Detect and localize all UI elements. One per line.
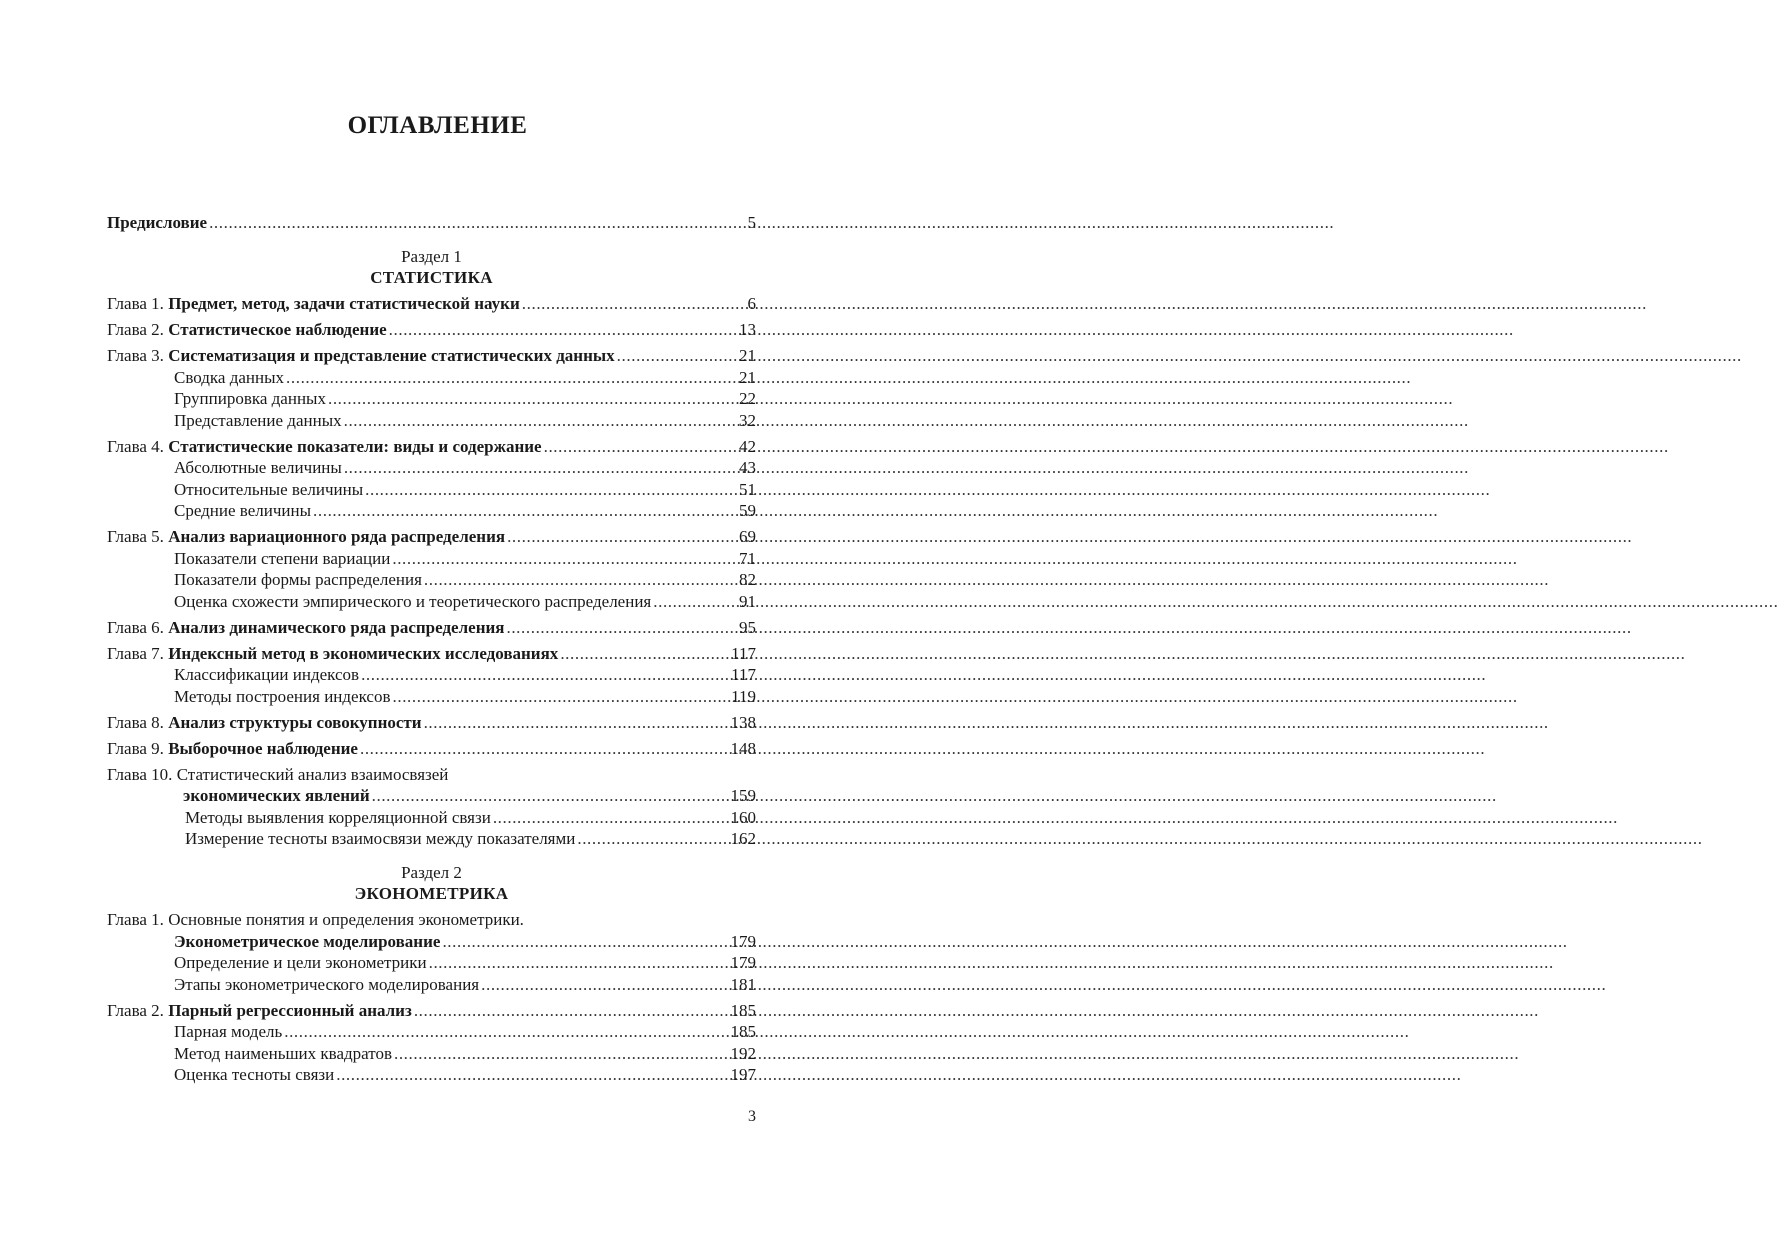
subsection-title: Классификации индексов [174,665,360,684]
leader-dots [392,548,737,570]
subsection-title: Относительные величины [174,479,364,499]
section-name: СТАТИСТИКА [370,268,493,287]
chapter-prefix: Глава 1. [107,910,164,929]
toc-chapter-line1[interactable] [107,764,756,786]
chapter-page: 185 [730,1000,756,1020]
leader-dots [209,212,745,234]
toc-entry-title: Предисловие [107,213,208,232]
leader-dots [372,785,729,807]
chapter-page: 6 [747,294,756,313]
subsection-page: 32 [739,410,756,430]
subsection-title: Группировка данных [174,389,326,408]
subsection-title: Показатели формы распределения [174,570,422,589]
section-name: ЭКОНОМЕТРИКА [354,884,509,903]
subsection-page: 71 [739,548,756,568]
chapter-prefix: Глава 8. [107,712,164,732]
leader-dots [429,952,729,974]
toc-subsection[interactable] [107,664,756,686]
section-label: Раздел 2 [401,862,462,882]
subsection-title: Оценка схожести эмпирического и теоретического распределения [174,591,652,611]
subsection-title: Методы построения индексов [174,686,391,706]
toc-chapter[interactable] [107,526,756,548]
chapter-title: Индексный метод в экономических исследованиях [168,643,559,663]
chapter-title: Систематизация и представление статистических данных [168,346,615,365]
toc-subsection[interactable] [107,828,756,850]
toc-chapter-line1[interactable] [107,909,756,931]
subsection-page: 119 [731,686,756,706]
leader-dots [560,643,729,665]
chapter-prefix: Глава 5. [107,527,164,546]
leader-dots [617,345,737,367]
leader-dots [493,807,729,829]
chapter-title: Анализ динамического ряда распределения [168,617,505,637]
chapter-title: Парный регрессионный анализ [168,1000,412,1020]
toc-subsection[interactable] [107,569,756,591]
toc-chapter[interactable] [107,617,756,639]
subsection-page: 82 [739,570,756,589]
toc-subsection[interactable] [107,410,756,432]
subsection-page: 51 [739,479,756,499]
chapter-page: 117 [731,643,756,663]
leader-dots [389,319,737,341]
chapter-title: Статистическое наблюдение [168,320,387,339]
toc-chapter-line2[interactable] [107,785,756,807]
toc-chapter[interactable] [107,293,756,315]
toc-subsection[interactable] [107,1064,756,1086]
leader-dots [577,828,728,850]
chapter-page: 21 [739,346,756,365]
chapter-page: 148 [730,738,756,758]
leader-dots [424,569,737,591]
toc-subsection[interactable] [107,591,756,613]
subsection-title: Сводка данных [174,367,285,387]
leader-dots [361,664,729,686]
section-label: Раздел 1 [401,246,462,266]
chapter-page: 42 [739,436,756,456]
page-number: 3 [748,1108,756,1125]
toc-subsection[interactable] [107,548,756,570]
subsection-title: Определение и цели эконометрики [174,953,427,972]
chapter-prefix: Глава 7. [107,643,164,663]
toc-subsection[interactable] [107,807,756,829]
leader-dots [414,1000,729,1022]
subsection-page: 179 [730,953,756,972]
leader-dots [506,617,737,639]
chapter-prefix: Глава 9. [107,738,164,758]
subsection-title: Абсолютные величины [174,458,342,477]
chapter-page: 159 [730,786,756,805]
subsection-title: Оценка тесноты связи [174,1065,335,1084]
leader-dots [344,457,737,479]
chapter-title-cont: экономических явлений [183,786,370,805]
subsection-page: 181 [730,974,756,994]
chapter-prefix: Глава 1. [107,294,164,313]
leader-dots [653,591,737,613]
leader-dots [336,1064,728,1086]
leader-dots [328,388,737,410]
chapter-prefix: Глава 4. [107,436,164,456]
chapter-title-cont: Эконометрическое моделирование [174,931,441,951]
chapter-title: Основные понятия и определения эконометрики. [168,910,524,929]
toc-chapter[interactable] [107,1000,756,1022]
subsection-title: Этапы эконометрического моделирования [174,974,480,994]
toc-chapter[interactable] [107,712,756,734]
subsection-title: Методы выявления корреляционной связи [185,807,491,827]
toc-entry-page: 5 [747,213,756,232]
subsection-page: 162 [730,829,756,848]
toc-entry-preface[interactable] [107,212,756,234]
subsection-title: Измерение тесноты взаимосвязи между показателями [185,829,576,848]
chapter-page: 179 [730,931,756,951]
toc-subsection[interactable] [107,686,756,708]
subsection-page: 185 [730,1022,756,1041]
leader-dots [284,1021,728,1043]
toc-subsection[interactable] [107,367,756,389]
subsection-page: 160 [730,807,756,827]
subsection-page: 21 [739,367,756,387]
subsection-page: 197 [730,1065,756,1084]
toc-chapter[interactable] [107,738,756,760]
toc-subsection[interactable] [107,457,756,479]
toc-subsection[interactable] [107,974,756,996]
leader-dots [522,293,746,315]
leader-dots [365,479,737,501]
subsection-page: 43 [739,458,756,477]
subsection-page: 59 [739,501,756,520]
subsection-title: Парная модель [174,1022,283,1041]
toc-subsection[interactable] [107,388,756,410]
chapter-title: Статистический анализ взаимосвязей [176,764,449,784]
subsection-title: Метод наименьших квадратов [174,1043,392,1063]
leader-dots [442,931,728,953]
subsection-page: 192 [730,1043,756,1063]
leader-dots [313,500,737,522]
leader-dots [286,367,737,389]
toc-subsection[interactable] [107,500,756,522]
subsection-page: 117 [731,665,756,684]
subsection-page: 91 [739,591,756,611]
toc-chapter[interactable] [107,319,756,341]
toc-chapter[interactable] [107,345,756,367]
toc-chapter[interactable] [107,643,756,665]
leader-dots [481,974,728,996]
table-of-contents [107,212,756,1086]
chapter-title: Анализ структуры совокупности [168,712,422,732]
subsection-title: Показатели степени вариации [174,548,391,568]
toc-chapter-line2[interactable] [107,931,756,953]
chapter-prefix: Глава 2. [107,1000,164,1020]
leader-dots [344,410,737,432]
toc-subsection[interactable] [107,952,756,974]
chapter-title: Выборочное наблюдение [168,738,358,758]
chapter-title: Предмет, метод, задачи статистической науки [168,294,520,313]
subsection-title: Представление данных [174,410,342,430]
chapter-page: 69 [739,527,756,546]
toc-subsection[interactable] [107,1021,756,1043]
leader-dots [393,686,730,708]
toc-subsection[interactable] [107,1043,756,1065]
subsection-page: 22 [739,389,756,408]
leader-dots [360,738,729,760]
leader-dots [507,526,737,548]
chapter-prefix: Глава 2. [107,320,164,339]
leader-dots [394,1043,729,1065]
subsection-title: Средние величины [174,501,312,520]
chapter-page: 138 [730,712,756,732]
leader-dots [424,712,729,734]
toc-chapter[interactable] [107,436,756,458]
chapter-prefix: Глава 10. [107,764,173,784]
chapter-prefix: Глава 3. [107,346,164,365]
chapter-title: Анализ вариационного ряда распределения [168,527,506,546]
page-title: ОГЛАВЛЕНИЕ [347,112,528,139]
chapter-page: 95 [739,617,756,637]
toc-subsection[interactable] [107,479,756,501]
chapter-prefix: Глава 6. [107,617,164,637]
chapter-title: Статистические показатели: виды и содержание [168,436,542,456]
chapter-page: 13 [739,320,756,339]
leader-dots [544,436,737,458]
